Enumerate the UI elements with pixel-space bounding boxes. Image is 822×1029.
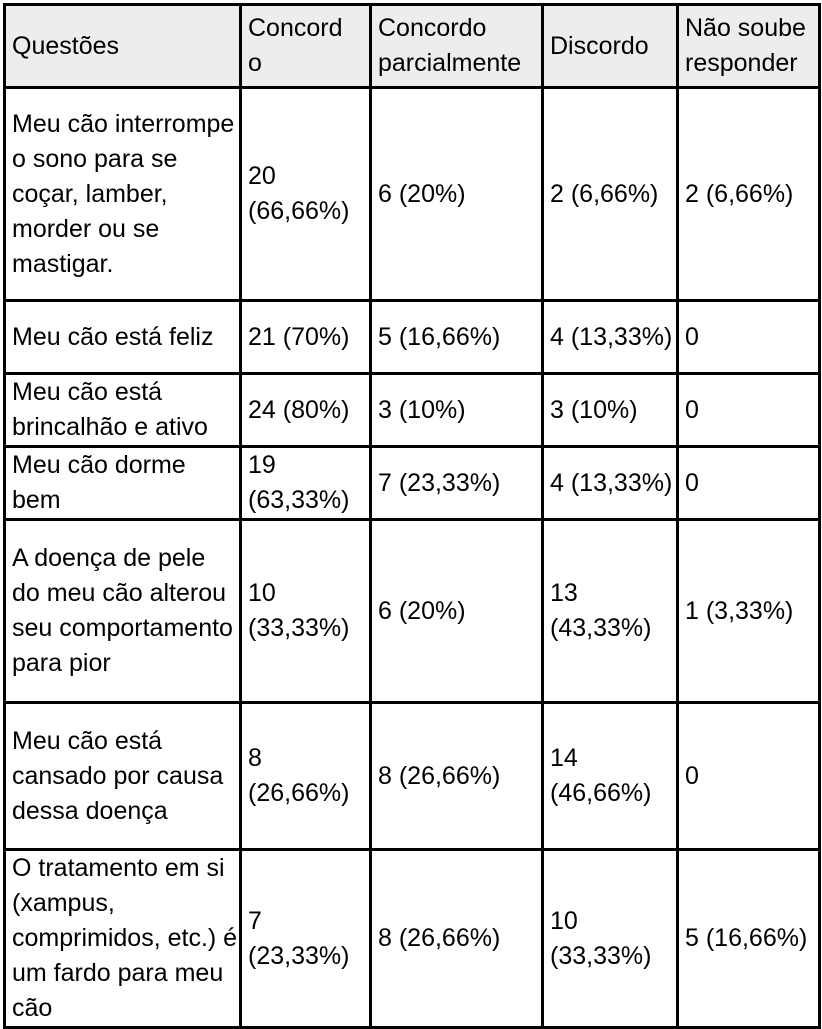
survey-table [3, 3, 821, 1029]
discordo-cell: 2 (6,66%) [543, 88, 678, 301]
parcialmente-cell: 8 (26,66%) [371, 703, 543, 850]
question-cell: Meu cão está feliz [5, 301, 241, 374]
concordo-cell: 20 (66,66%) [241, 88, 371, 301]
header-discordo: Discordo [543, 5, 678, 88]
table-row [5, 703, 820, 850]
question-cell: Meu cão está cansado por causa dessa doença [5, 703, 241, 850]
parcialmente-cell: 6 (20%) [371, 88, 543, 301]
discordo-cell: 4 (13,33%) [543, 447, 678, 520]
nao-soube-cell: 0 [678, 301, 820, 374]
concordo-cell: 19 (63,33%) [241, 447, 371, 520]
question-cell: O tratamento em si (xampus, comprimidos, etc.) é um fardo para meu cão [5, 850, 241, 1028]
question-cell: Meu cão dorme bem [5, 447, 241, 520]
concordo-cell: 24 (80%) [241, 374, 371, 447]
concordo-cell: 7 (23,33%) [241, 850, 371, 1028]
table-row [5, 520, 820, 703]
parcialmente-cell: 6 (20%) [371, 520, 543, 703]
header-concordo: Concord o [241, 5, 371, 88]
table-row [5, 850, 820, 1028]
discordo-cell: 10 (33,33%) [543, 850, 678, 1028]
nao-soube-cell: 0 [678, 703, 820, 850]
header-row [5, 5, 820, 88]
parcialmente-cell: 3 (10%) [371, 374, 543, 447]
nao-soube-cell: 0 [678, 374, 820, 447]
discordo-cell: 14 (46,66%) [543, 703, 678, 850]
nao-soube-cell: 5 (16,66%) [678, 850, 820, 1028]
parcialmente-cell: 7 (23,33%) [371, 447, 543, 520]
table-row [5, 301, 820, 374]
table-row [5, 88, 820, 301]
concordo-cell: 10 (33,33%) [241, 520, 371, 703]
table-row [5, 374, 820, 447]
survey-table-container [3, 3, 821, 1029]
header-nao-soube-responder: Não soube responder [678, 5, 820, 88]
header-concordo-parcialmente: Concordo parcialmente [371, 5, 543, 88]
parcialmente-cell: 5 (16,66%) [371, 301, 543, 374]
table-row [5, 447, 820, 520]
discordo-cell: 3 (10%) [543, 374, 678, 447]
concordo-cell: 21 (70%) [241, 301, 371, 374]
parcialmente-cell: 8 (26,66%) [371, 850, 543, 1028]
question-cell: A doença de pele do meu cão alterou seu comportamento para pior [5, 520, 241, 703]
nao-soube-cell: 2 (6,66%) [678, 88, 820, 301]
nao-soube-cell: 0 [678, 447, 820, 520]
question-cell: Meu cão interrompe o sono para se coçar, lamber, morder ou se mastigar. [5, 88, 241, 301]
header-questoes: Questões [5, 5, 241, 88]
question-cell: Meu cão está brincalhão e ativo [5, 374, 241, 447]
discordo-cell: 4 (13,33%) [543, 301, 678, 374]
nao-soube-cell: 1 (3,33%) [678, 520, 820, 703]
discordo-cell: 13 (43,33%) [543, 520, 678, 703]
concordo-cell: 8 (26,66%) [241, 703, 371, 850]
